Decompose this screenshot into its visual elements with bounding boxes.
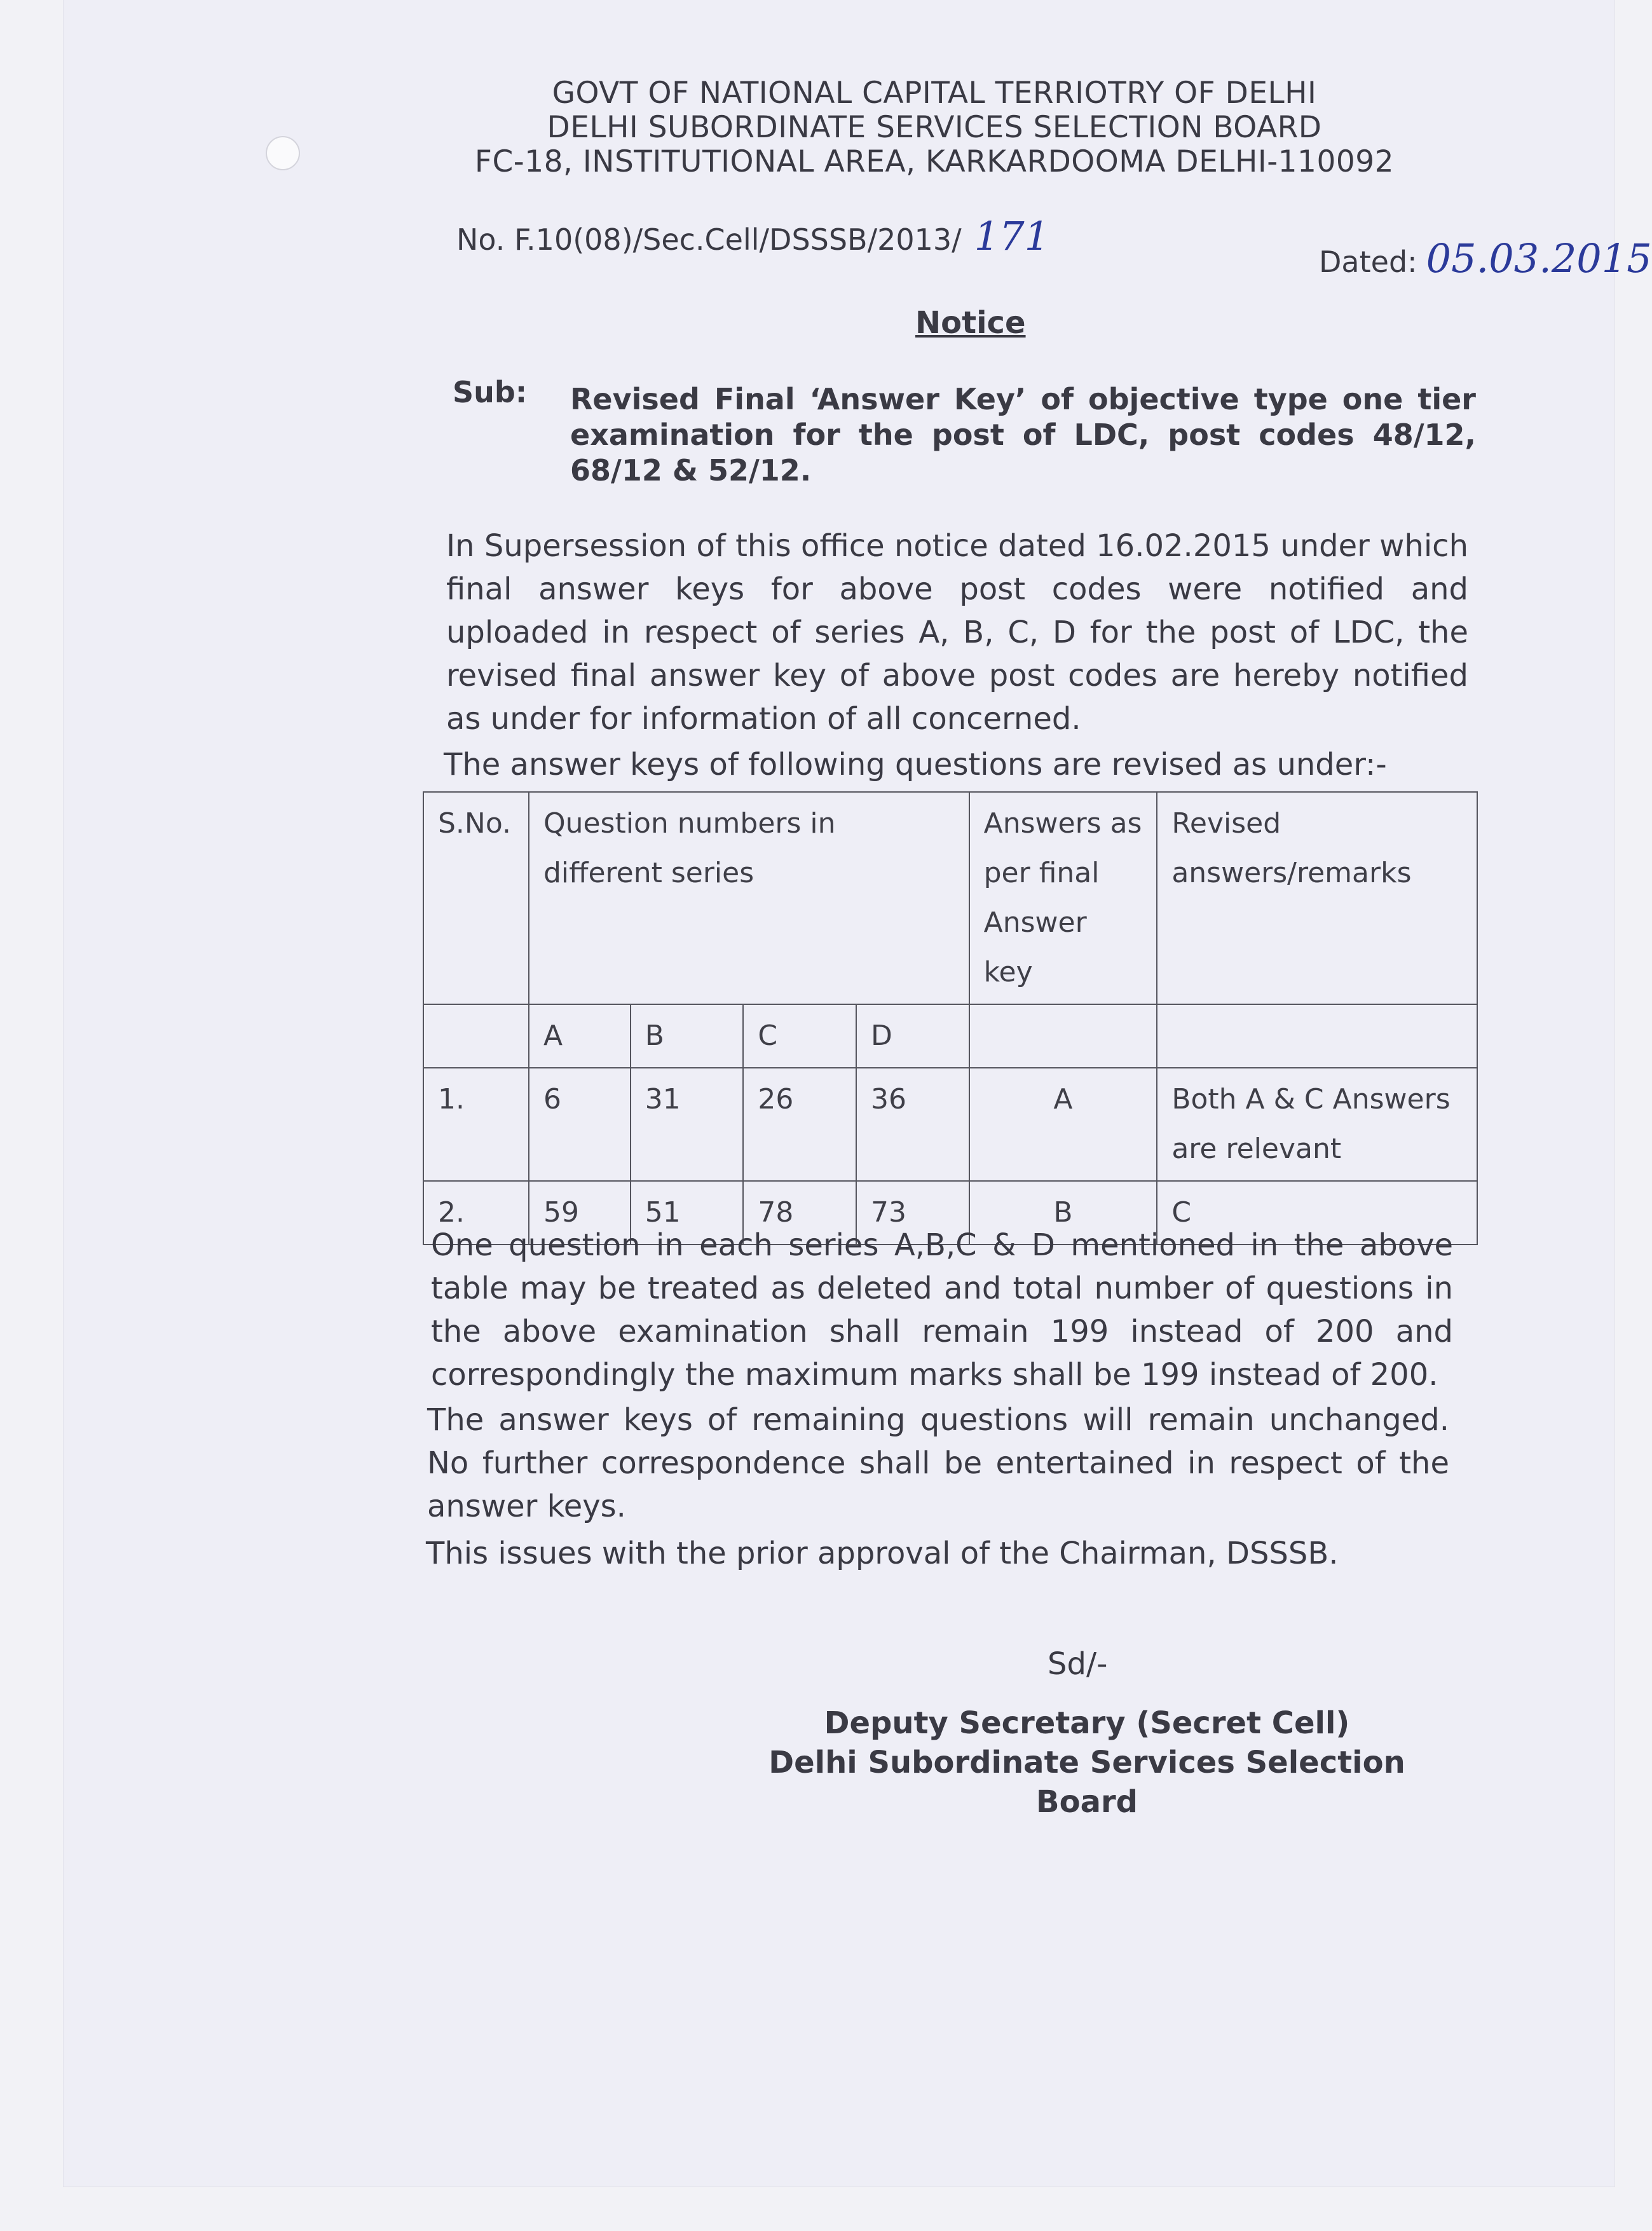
header-line-govt: GOVT OF NATIONAL CAPITAL TERRIOTRY OF DELHI — [552, 76, 1317, 111]
header-question-numbers: Question numbers in different series — [529, 792, 969, 1004]
reference-number — [456, 213, 1049, 259]
row-revised-answer: Both A & C Answers are relevant — [1157, 1068, 1477, 1181]
header-revised: Revised answers/remarks — [1157, 792, 1477, 1004]
signature-organization: Delhi Subordinate Services Selection Board — [768, 1745, 1405, 1820]
signature-block — [728, 1703, 1446, 1822]
date-line — [1319, 235, 1652, 282]
handwritten-number: 171 — [974, 213, 1050, 259]
dated-label: Dated: — [1319, 245, 1417, 279]
paragraph-unchanged: The answer keys of remaining questions will remain unchanged. No further correspondence shall be entertained in respect of the answer keys. — [427, 1402, 1449, 1524]
row-series-a: 59 — [529, 1181, 631, 1245]
handwritten-date: 05.03.2015 — [1426, 235, 1652, 282]
series-d: D — [856, 1004, 969, 1068]
row-sno: 2. — [423, 1181, 529, 1245]
row-series-b: 51 — [631, 1181, 744, 1245]
series-a: A — [529, 1004, 631, 1068]
row-sno: 1. — [423, 1068, 529, 1181]
header-answers-final: Answers as per final Answer key — [969, 792, 1157, 1004]
row-final-answer: B — [969, 1181, 1157, 1245]
row-series-d: 73 — [856, 1181, 969, 1245]
answer-key-table — [423, 791, 1478, 1245]
series-c: C — [743, 1004, 856, 1068]
subject-text: Revised Final ‘Answer Key’ of objective type one tier examination for the post of LDC, post codes 48/12, 68/12 & 52/12. — [570, 382, 1476, 488]
row-series-b: 31 — [631, 1068, 744, 1181]
series-empty-cell — [969, 1004, 1157, 1068]
table-intro: The answer keys of following questions are revised as under:- — [444, 747, 1387, 782]
header-line-board: DELHI SUBORDINATE SERVICES SELECTION BOARD — [547, 110, 1322, 145]
series-b: B — [631, 1004, 744, 1068]
signature-designation: Deputy Secretary (Secret Cell) — [824, 1705, 1350, 1741]
paragraph-approval: This issues with the prior approval of the Chairman, DSSSB. — [426, 1536, 1339, 1571]
document-page — [64, 0, 1652, 2187]
table-header-row — [423, 792, 1477, 1004]
paragraph-deletion: One question in each series A,B,C & D mentioned in the above table may be treated as deleted and total number of questions in the above examination shall remain 199 instead of 200 and correspondingly the maximum marks shall be 199 instead of 200. — [431, 1227, 1453, 1393]
subject-label: Sub: — [453, 375, 528, 409]
letterhead — [420, 76, 1449, 179]
header-sno: S.No. — [423, 792, 529, 1004]
table-series-row — [423, 1004, 1477, 1068]
paragraph-supersession: In Supersession of this office notice dated 16.02.2015 under which final answer keys for above post codes were notified and uploaded in respect of series A, B, C, D for the post of LDC, the revised final answer key of above post codes are hereby notified as under for information of all concerned. — [446, 528, 1468, 737]
header-line-address: FC-18, INSTITUTIONAL AREA, KARKARDOOMA DELHI-110092 — [474, 144, 1395, 179]
series-empty-cell — [423, 1004, 529, 1068]
reference-number-text: No. F.10(08)/Sec.Cell/DSSSB/2013/ — [456, 222, 962, 257]
row-final-answer: A — [969, 1068, 1157, 1181]
punch-hole — [266, 136, 300, 170]
row-series-c: 78 — [743, 1181, 856, 1245]
row-series-c: 26 — [743, 1068, 856, 1181]
table-row — [423, 1068, 1477, 1181]
series-empty-cell — [1157, 1004, 1477, 1068]
row-revised-answer: C — [1157, 1181, 1477, 1245]
signature-sd: Sd/- — [1048, 1646, 1108, 1682]
row-series-a: 6 — [529, 1068, 631, 1181]
notice-title: Notice — [915, 305, 1026, 341]
row-series-d: 36 — [856, 1068, 969, 1181]
